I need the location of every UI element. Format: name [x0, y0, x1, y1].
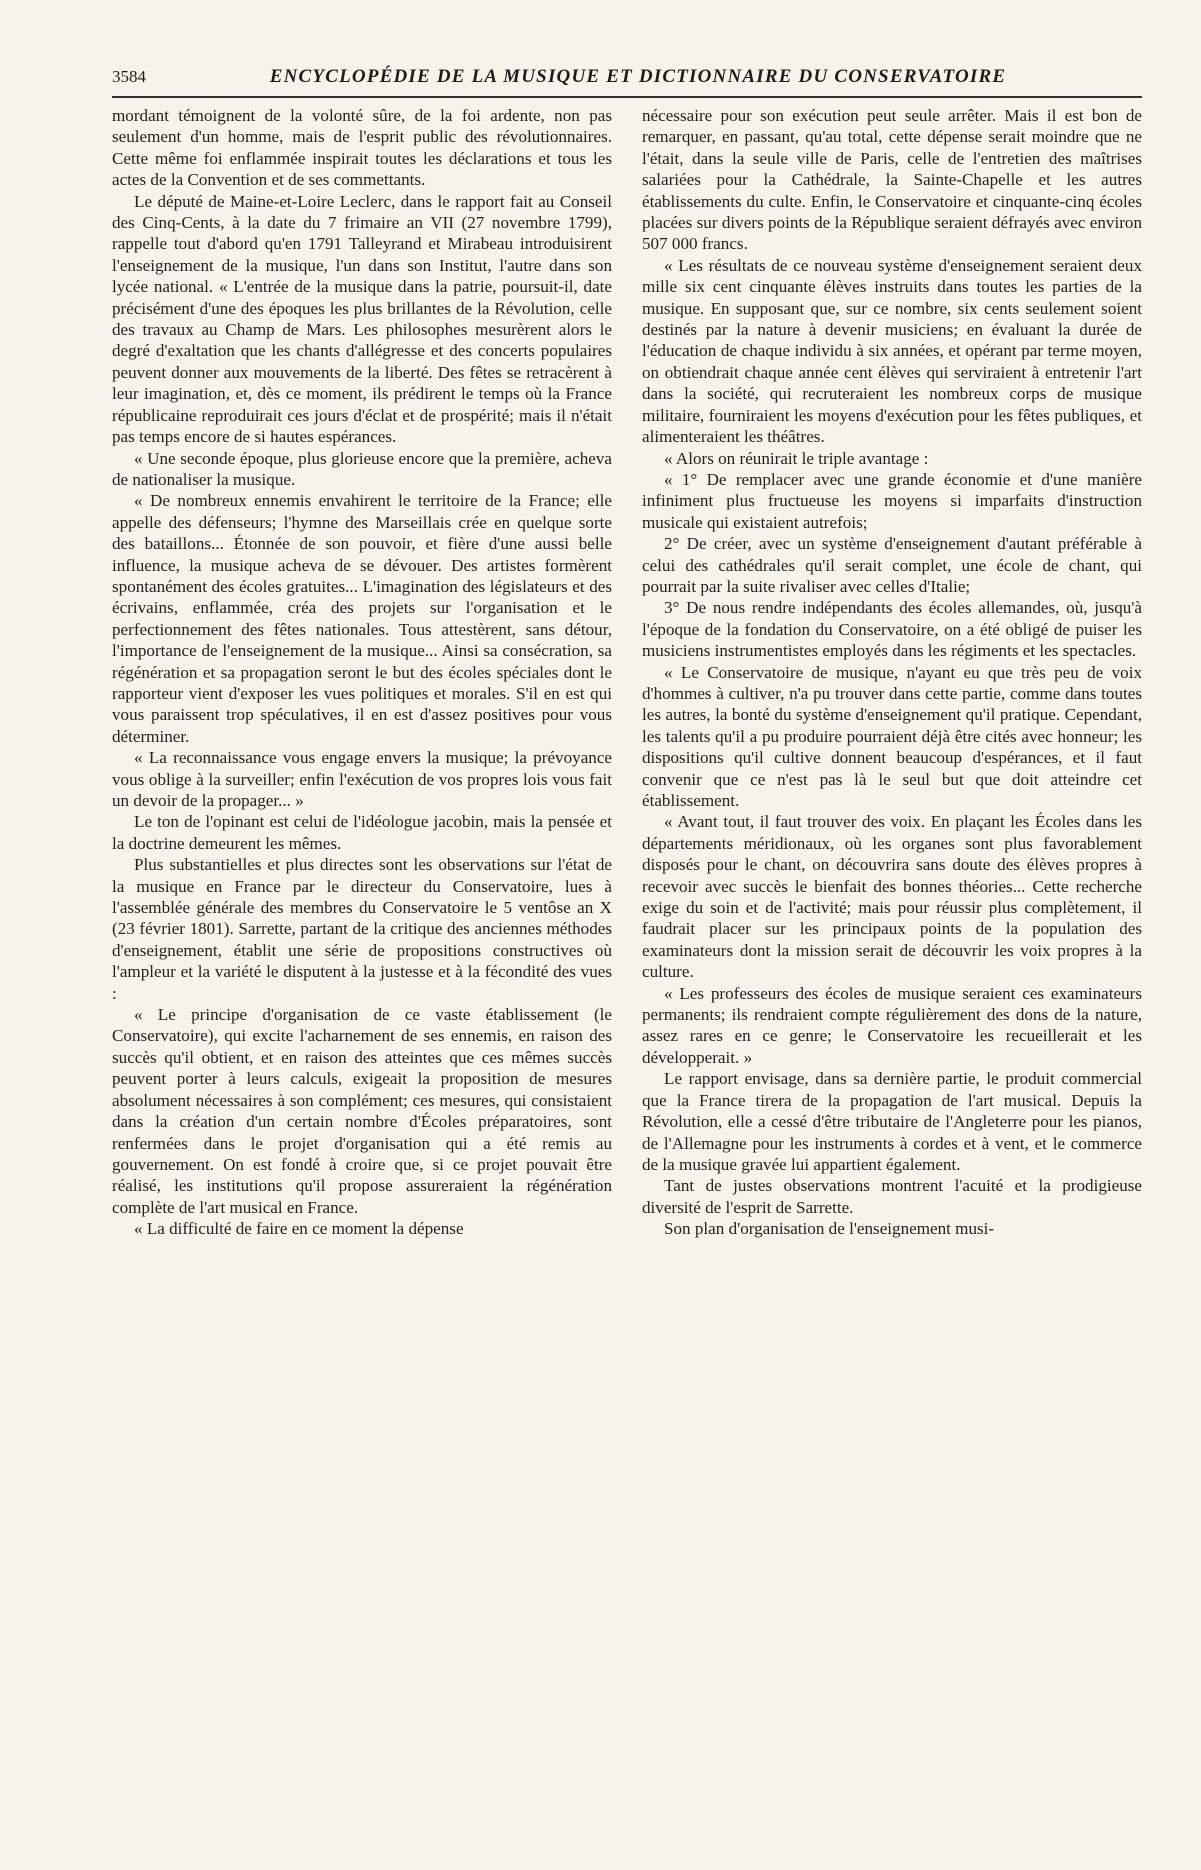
left-column: [112, 105, 612, 1840]
paragraph: 2° De créer, avec un système d'enseignement d'autant préférable à celui des cathédrales qu'il serait complet, une école de chant, qui pourrait par la suite rivaliser avec celles d'Italie;: [642, 534, 1142, 596]
paragraph: Le député de Maine-et-Loire Leclerc, dans le rapport fait au Conseil des Cinq-Cents, à la date du 7 frimaire an VII (27 novembre 1799), rappelle tout d'abord qu'en 1791 Talleyrand et Mirabeau introduisirent l'enseignement de la musique, l'un dans son Institut, l'autre dans son lycée national. « L'entrée de la musique dans la patrie, poursuit-il, date précisément d'une des époques les plus brillantes de la Révolution, celle des travaux au Champ de Mars. Les philosophes mesurèrent alors le degré d'exaltation que les chants d'allégresse et des concerts populaires peuvent donner aux mouvements de la liberté. Des fêtes se retracèrent à leur imagination, et, dès ce moment, ils prédirent le temps où la France républicaine reproduirait ces jours d'éclat et de prospérité; mais il n'était pas temps encore de si hautes espérances.: [112, 191, 612, 447]
right-column: [642, 105, 1142, 1840]
paragraph: « De nombreux ennemis envahirent le territoire de la France; elle appelle des défenseurs; l'hymne des Marseillais crée en quelque sorte des bataillons... Étonnée de son pouvoir, et fière d'une aussi belle influence, la musique acheva de se dévouer. Des artistes formèrent spontanément des écoles gratuites... L'imagination des législateurs et des écrivains, enflammée, créa des projets sur l'organisation et le perfectionnement des fêtes nationales. Tous attestèrent, sans détour, l'importance de l'enseignement de la musique... Ainsi sa consécration, sa régénération et sa propagation seront le but des écoles spéciales dont le rapporteur vient d'exposer les vues politiques et morales. S'il en est qui vous paraissent trop spéculatives, il en est d'assez positives pour vous déterminer.: [112, 491, 612, 746]
text-columns: [112, 105, 1142, 1840]
paragraph: mordant témoignent de la volonté sûre, de la foi ardente, non pas seulement d'un homme, mais de l'esprit public des révolutionnaires. Cette même foi enflammée inspirait toutes les déclarations et tous les actes de la Convention et de ses commettants.: [112, 106, 612, 190]
paragraph: « 1° De remplacer avec une grande économie et d'une manière infiniment plus fructueuse les moyens si imparfaits d'instruction musicale qui existaient autrefois;: [642, 469, 1142, 532]
paragraph: « Le principe d'organisation de ce vaste établissement (le Conservatoire), qui excite l'acharnement de ses ennemis, en raison des succès qu'il obtient, et en raison des atteintes que ces mêmes succès peuvent porter à leurs calculs, exigeait la proposition de mesures absolument nécessaires à son complément; ces mesures, qui consistaient dans la création d'un certain nombre d'Écoles préparatoires, sont renfermées dans le projet d'organisation qui a été remis au gouvernement. On est fondé à croire que, si ce projet pouvait être réalisé, les institutions qu'il propose assureraient la régénération complète de l'art musical en France.: [112, 1005, 612, 1217]
paragraph: « Le Conservatoire de musique, n'ayant eu que très peu de voix d'hommes à cultiver, n'a pu trouver dans cette partie, comme dans toutes les autres, la bonté du système d'enseignement qu'il pratique. Cependant, les talents qu'il a pu produire pourraient déjà être cités avec honneur; les dispositions qu'il cultive donnent beaucoup d'espérances, et il faut convenir que ce n'est pas là le seul but que doit atteindre cet établissement.: [642, 662, 1142, 810]
paragraph: 3° De nous rendre indépendants des écoles allemandes, où, jusqu'à l'époque de la fondation du Conservatoire, on a été obligé de puiser les musiciens instrumentistes employés dans les régiments et les spectacles.: [642, 598, 1142, 661]
page-number: 3584: [112, 67, 146, 86]
paragraph: « Les résultats de ce nouveau système d'enseignement seraient deux mille six cent cinquante élèves instruits dans toutes les parties de la musique. En supposant que, sur ce nombre, six cents seulement soient destinés par la nature à devenir musiciens; en évaluant la durée de l'éducation de chaque individu à six années, et opérant par terme moyen, on obtiendrait chaque année cent élèves qui serviraient à entretenir l'art dans la société, qui recruteraient les nombreux corps de musique militaire, fourniraient les moyens d'exécution pour les fêtes publiques, et alimenteraient les théâtres.: [642, 255, 1142, 447]
paragraph: « Les professeurs des écoles de musique seraient ces examinateurs permanents; ils rendraient compte régulièrement des dons de la nature, assez rares en ce genre; le Conservatoire les recueillerait et les développerait. »: [642, 983, 1142, 1067]
paragraph: « Alors on réunirait le triple avantage :: [664, 448, 929, 468]
paragraph: Tant de justes observations montrent l'acuité et la prodigieuse diversité de l'esprit de Sarrette.: [642, 1176, 1142, 1217]
paragraph: « La reconnaissance vous engage envers la musique; la prévoyance vous oblige à la surveiller; enfin l'exécution de vos propres lois vous fait un devoir de la propager... »: [112, 748, 612, 810]
running-header: [112, 66, 1142, 92]
paragraph: « Avant tout, il faut trouver des voix. En plaçant les Écoles dans les départements méridionaux, où les organes sont plus favorablement disposés pour le chant, on découvrira sans doute des élèves propres à recevoir avec succès le bienfait des bonnes théories... Cette recherche exige du soin et de l'activité; mais pour réussir plus complètement, il faudrait placer sur les principaux points de la population des examinateurs dont la mission serait de découvrir les voix propres à la culture.: [642, 812, 1142, 982]
running-title: ENCYCLOPÉDIE DE LA MUSIQUE ET DICTIONNAIRE DU CONSERVATOIRE: [269, 66, 1007, 87]
paragraph: nécessaire pour son exécution peut seule arrêter. Mais il est bon de remarquer, en passant, qu'au total, cette dépense serait moindre que ne l'était, dans la seule ville de Paris, celle de l'entretien des maîtrises salariées pour la Cathédrale, la Sainte-Chapelle et les autres établissements du culte. Enfin, le Conservatoire et cinquante-cinq écoles placées sur divers points de la République seraient défrayés avec environ 507 000 francs.: [642, 106, 1142, 254]
paragraph: Le ton de l'opinant est celui de l'idéologue jacobin, mais la pensée et la doctrine demeurent les mêmes.: [112, 812, 612, 853]
paragraph: « Une seconde époque, plus glorieuse encore que la première, acheva de nationaliser la musique.: [112, 448, 612, 489]
header-rule: [112, 96, 1142, 98]
paragraph: Son plan d'organisation de l'enseignement musi-: [664, 1219, 995, 1239]
paragraph: « La difficulté de faire en ce moment la dépense: [134, 1219, 464, 1239]
paragraph: Plus substantielles et plus directes sont les observations sur l'état de la musique en France par le directeur du Conservatoire, lues à l'assemblée générale des membres du Conservatoire le 5 ventôse an X (23 février 1801). Sarrette, partant de la critique des anciennes méthodes d'enseignement, établit une série de propositions constructives où l'ampleur et la variété le disputent à la justesse et à la fécondité des vues :: [112, 855, 612, 1003]
paragraph: Le rapport envisage, dans sa dernière partie, le produit commercial que la France tirera de la propagation de l'art musical. Depuis la Révolution, elle a cessé d'être tributaire de l'Angleterre pour les pianos, de l'Allemagne pour les instruments à cordes et à vent, et le commerce de la musique gravée lui appartient également.: [642, 1069, 1142, 1174]
